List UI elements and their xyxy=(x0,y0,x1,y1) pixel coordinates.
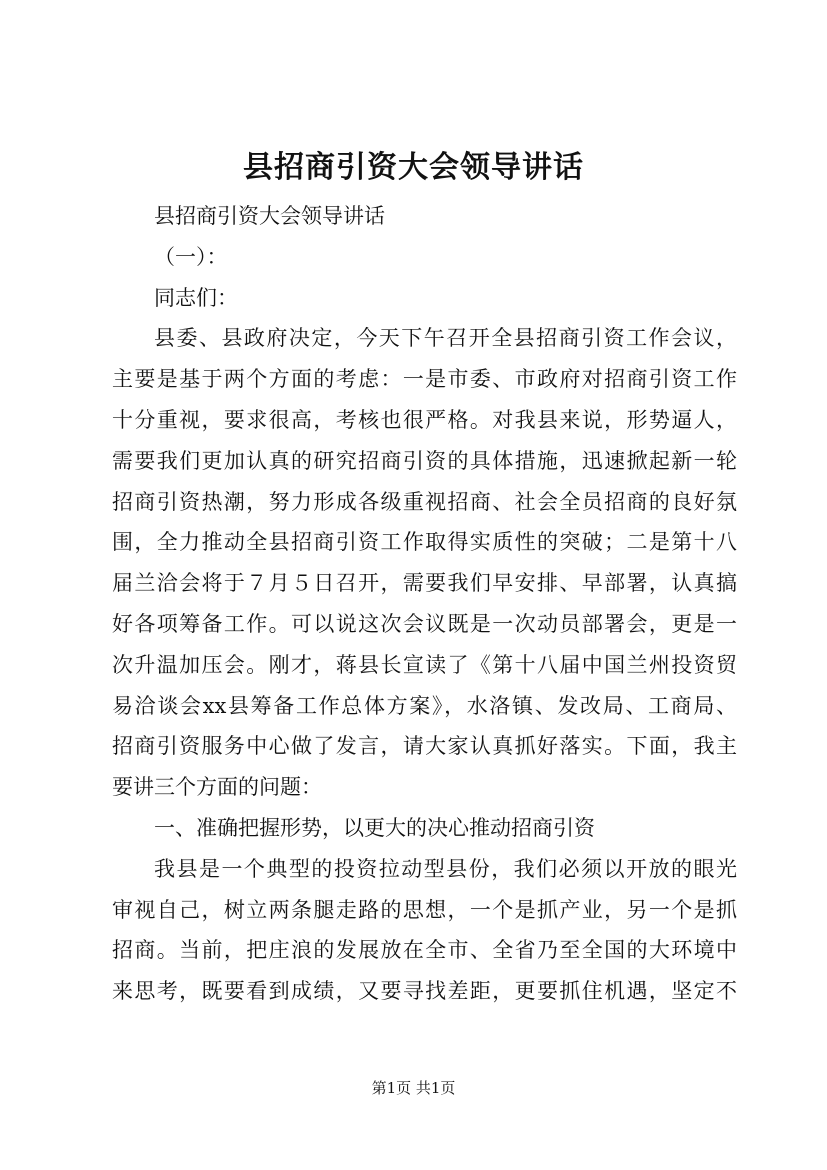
paragraph-line: 招商引资服务中心做了发言，请大家认真抓好落实。下面，我主 xyxy=(112,734,737,759)
paragraph-line: （一）： xyxy=(154,244,228,269)
paragraph-line: 要讲三个方面的问题： xyxy=(112,775,322,800)
paragraph-line: 县招商引资大会领导讲话 xyxy=(154,204,385,228)
paragraph-line: 届兰洽会将于７月５日召开，需要我们早安排、早部署，认真搞 xyxy=(112,571,737,596)
paragraph-line: 好各项筹备工作。可以说这次会议既是一次动员部署会，更是一 xyxy=(112,611,737,636)
document-title: 县招商引资大会领导讲话 xyxy=(243,150,584,185)
paragraph-line: 十分重视，要求很高，考核也很严格。对我县来说，形势逼人， xyxy=(112,407,737,432)
paragraph-line: 需要我们更加认真的研究招商引资的具体措施，迅速掀起新一轮 xyxy=(112,448,737,473)
paragraph-line: 易洽谈会xx县筹备工作总体方案》，水洛镇、发改局、工商局、 xyxy=(112,693,737,718)
document-body xyxy=(112,196,737,1012)
paragraph-line: 招商引资热潮，努力形成各级重视招商、社会全员招商的良好氛 xyxy=(112,489,737,514)
section-heading: 一、准确把握形势，以更大的决心推动招商引资 xyxy=(154,815,595,840)
paragraph-line: 我县是一个典型的投资拉动型县份，我们必须以开放的眼光 xyxy=(154,856,737,881)
paragraph-line: 招商。当前，把庄浪的发展放在全市、全省乃至全国的大环境中 xyxy=(112,938,737,963)
paragraph-line: 主要是基于两个方面的考虑：一是市委、市政府对招商引资工作 xyxy=(112,367,737,392)
paragraph-line: 来思考，既要看到成绩，又要寻找差距，更要抓住机遇，坚定不 xyxy=(112,979,737,1004)
paragraph-line: 同志们： xyxy=(154,285,238,310)
paragraph-line: 围，全力推动全县招商引资工作取得实质性的突破；二是第十八 xyxy=(112,530,737,555)
paragraph-line: 次升温加压会。刚才，蒋县长宣读了《第十八届中国兰州投资贸 xyxy=(112,652,737,677)
paragraph-line: 审视自己，树立两条腿走路的思想，一个是抓产业，另一个是抓 xyxy=(112,897,737,922)
page-footer: 第1页 共1页 xyxy=(371,1079,456,1097)
paragraph-line: 县委、县政府决定，今天下午召开全县招商引资工作会议， xyxy=(154,326,737,351)
